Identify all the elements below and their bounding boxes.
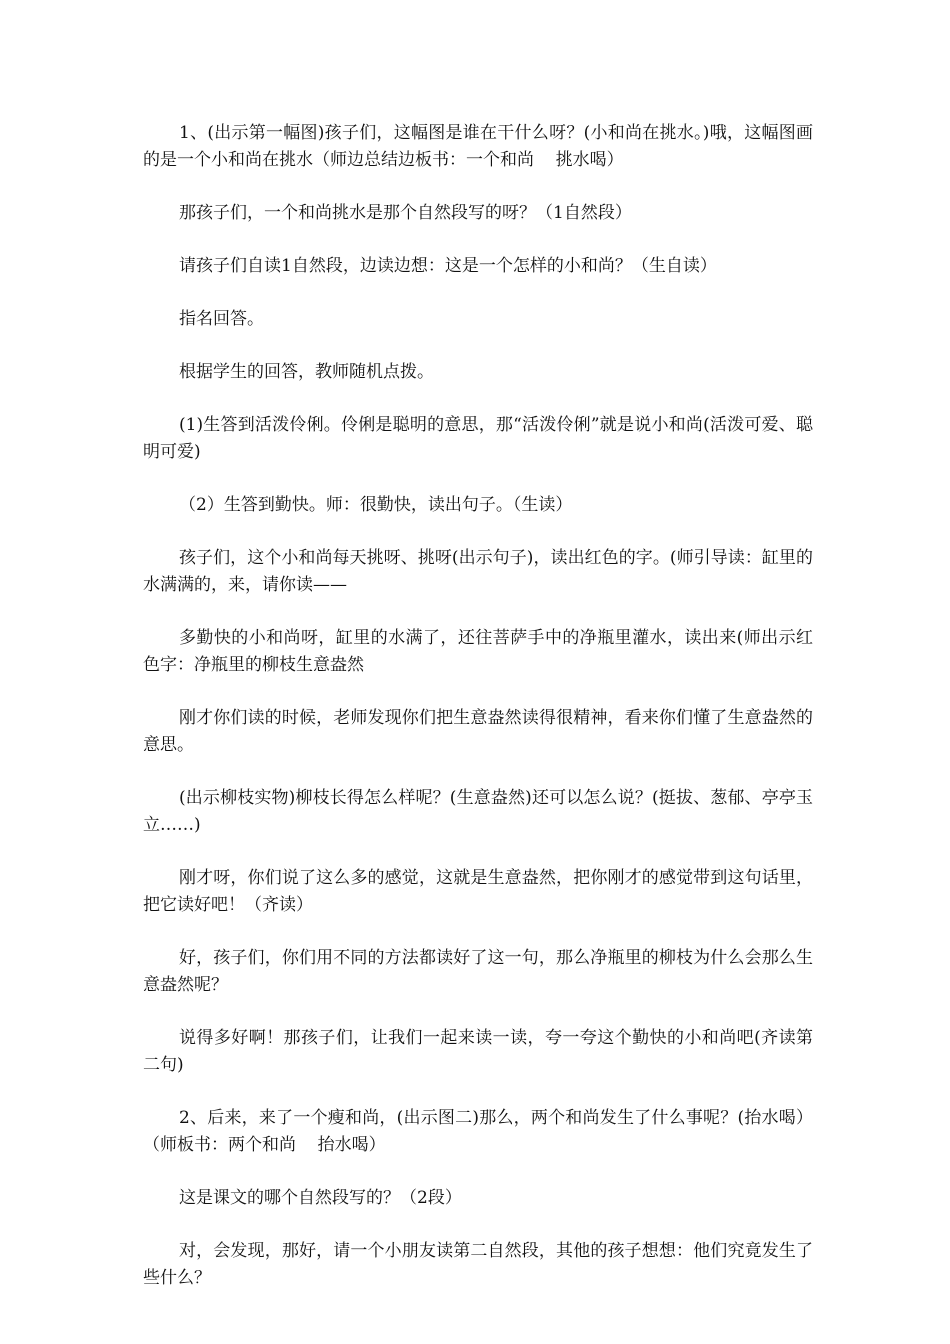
paragraph-10: 刚才你们读的时候，老师发现你们把生意盎然读得很精神，看来你们懂了生意盎然的意思。 bbox=[143, 708, 813, 755]
paragraph-4: 指名回答。 bbox=[179, 309, 264, 329]
paragraph-17: 对，会发现，那好，请一个小朋友读第二自然段，其他的孩子想想：他们究竟发生了些什么？ bbox=[143, 1241, 813, 1288]
paragraph-16: 这是课文的哪个自然段写的？（2段） bbox=[179, 1188, 462, 1208]
paragraph-7: （2）生答到勤快。师：很勤快，读出句子。（生读） bbox=[179, 495, 573, 515]
paragraph-13: 好，孩子们，你们用不同的方法都读好了这一句，那么净瓶里的柳枝为什么会那么生意盎然呢？ bbox=[143, 948, 813, 995]
paragraph-1: 1、(出示第一幅图)孩子们，这幅图是谁在干什么呀？(小和尚在挑水。)哦，这幅图画的是一个小和尚在挑水（师边总结边板书：一个和尚 挑水喝） bbox=[143, 123, 813, 170]
paragraph-9: 多勤快的小和尚呀，缸里的水满了，还往菩萨手中的净瓶里灌水，读出来(师出示红色字：净瓶里的柳枝生意盎然 bbox=[143, 628, 813, 675]
paragraph-8: 孩子们，这个小和尚每天挑呀、挑呀(出示句子)，读出红色的字。(师引导读：缸里的水满满的，来，请你读—— bbox=[143, 548, 813, 595]
paragraph-11: (出示柳枝实物)柳枝长得怎么样呢？(生意盎然)还可以怎么说？(挺拔、葱郁、亭亭玉立……) bbox=[143, 788, 813, 835]
paragraph-5: 根据学生的回答，教师随机点拨。 bbox=[179, 362, 434, 382]
paragraph-12: 刚才呀，你们说了这么多的感觉，这就是生意盎然，把你刚才的感觉带到这句话里，把它读好吧！（齐读） bbox=[143, 868, 813, 915]
paragraph-2: 那孩子们，一个和尚挑水是那个自然段写的呀？（1自然段） bbox=[179, 203, 632, 223]
document-body bbox=[143, 120, 813, 1318]
paragraph-6: (1)生答到活泼伶俐。伶俐是聪明的意思，那“活泼伶俐”就是说小和尚(活泼可爱、聪明可爱) bbox=[143, 415, 813, 462]
paragraph-3: 请孩子们自读1自然段，边读边想：这是一个怎样的小和尚？（生自读） bbox=[179, 256, 717, 276]
paragraph-14: 说得多好啊！那孩子们，让我们一起来读一读，夸一夸这个勤快的小和尚吧(齐读第二句) bbox=[143, 1028, 813, 1075]
paragraph-15: 2、后来，来了一个瘦和尚，(出示图二)那么，两个和尚发生了什么事呢？(抬水喝）（师板书：两个和尚 抬水喝） bbox=[143, 1108, 813, 1155]
